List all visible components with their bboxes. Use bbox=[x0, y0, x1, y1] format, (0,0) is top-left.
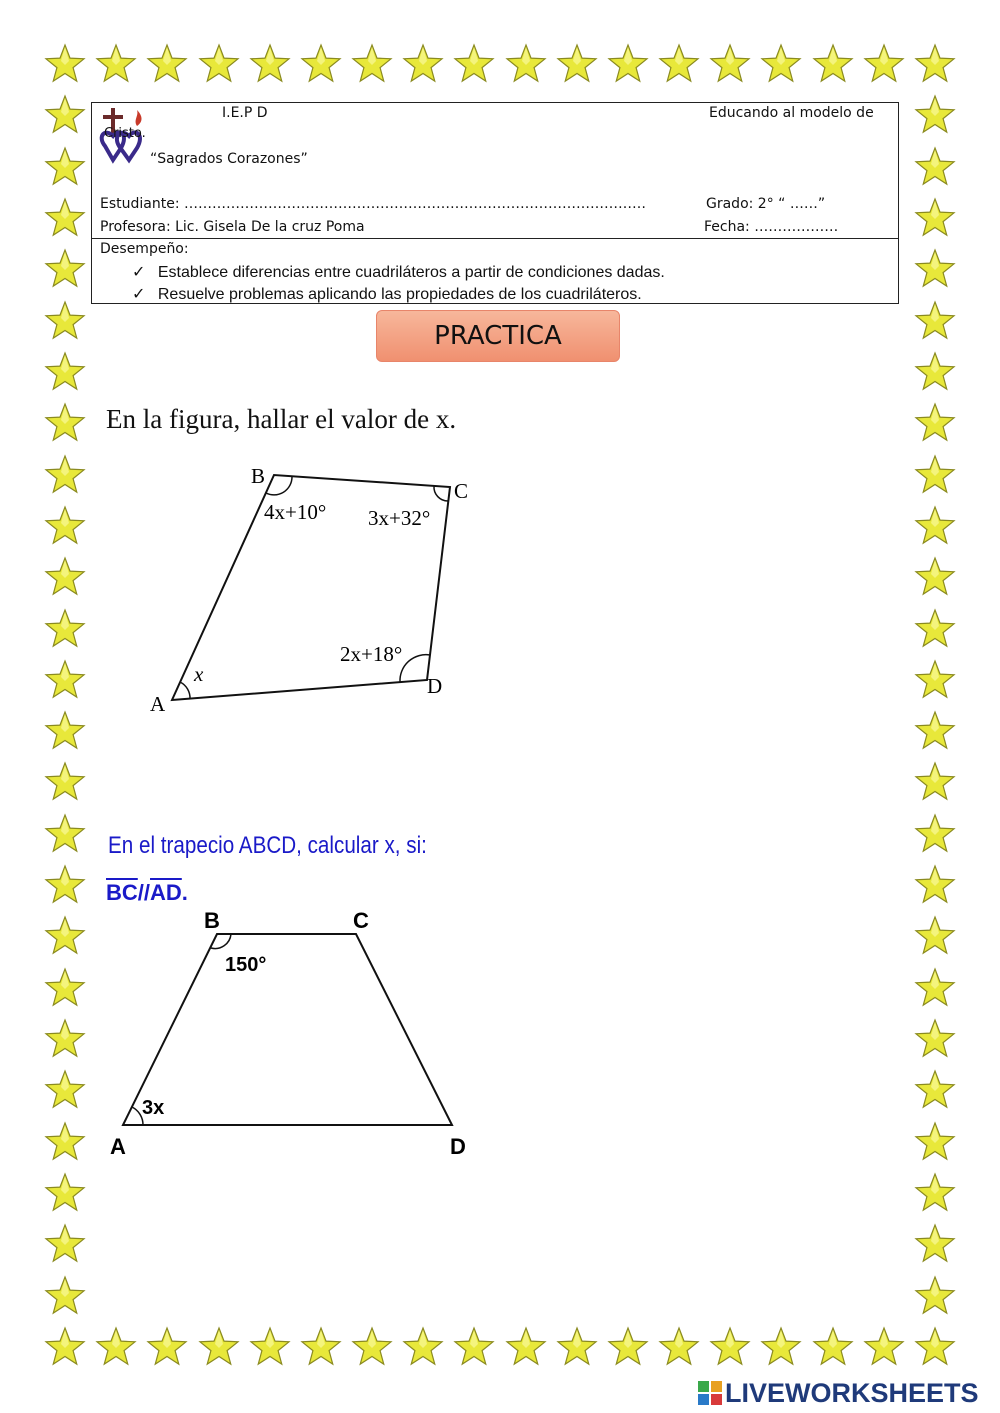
angle-arc-a bbox=[180, 682, 190, 699]
star-icon bbox=[401, 43, 445, 87]
star-icon bbox=[401, 1326, 445, 1370]
star-icon bbox=[43, 351, 87, 395]
angle-arc-c bbox=[434, 486, 448, 501]
star-icon bbox=[43, 402, 87, 446]
star-icon bbox=[43, 94, 87, 138]
angle-label-c: 3x+32° bbox=[368, 506, 431, 530]
teacher-label: Profesora: Lic. Gisela De la cruz Poma bbox=[100, 219, 365, 235]
angle-label-d: 2x+18° bbox=[340, 642, 403, 666]
angle-label-b2: 150° bbox=[225, 954, 267, 976]
star-icon bbox=[350, 1326, 394, 1370]
school-motto: Educando al modelo de bbox=[709, 105, 874, 121]
star-icon bbox=[350, 43, 394, 87]
vertex-label-d2: D bbox=[450, 1134, 466, 1159]
practice-title: PRACTICA bbox=[376, 310, 620, 362]
angle-label-a2: 3x bbox=[142, 1097, 165, 1119]
star-icon bbox=[913, 1172, 957, 1216]
segment-bc: $\overline{BC}$ bbox=[106, 880, 138, 905]
performance-item-text: Resuelve problemas aplicando las propiedades de los cuadriláteros. bbox=[157, 286, 642, 303]
star-icon bbox=[913, 915, 957, 959]
star-icon bbox=[913, 1018, 957, 1062]
star-icon bbox=[197, 1326, 241, 1370]
problem2-figure bbox=[100, 900, 480, 1170]
school-motto-continued: Cristo. bbox=[104, 126, 146, 141]
star-icon bbox=[43, 864, 87, 908]
star-icon bbox=[913, 505, 957, 549]
vertex-label-b: B bbox=[251, 464, 266, 488]
star-icon bbox=[657, 1326, 701, 1370]
star-icon bbox=[708, 1326, 752, 1370]
star-icon bbox=[913, 146, 957, 190]
star-icon bbox=[606, 43, 650, 87]
star-icon bbox=[197, 43, 241, 87]
liveworksheets-brand: LIVEWORKSHEETS bbox=[725, 1377, 979, 1408]
angle-label-b: 4x+10° bbox=[264, 500, 327, 524]
header-divider bbox=[92, 238, 898, 239]
star-icon bbox=[43, 1326, 87, 1370]
angle-label-a: x bbox=[194, 662, 204, 686]
star-icon bbox=[43, 967, 87, 1011]
star-icon bbox=[452, 43, 496, 87]
star-icon bbox=[913, 864, 957, 908]
vertex-label-a: A bbox=[150, 692, 166, 716]
star-icon bbox=[43, 1121, 87, 1165]
star-icon bbox=[913, 300, 957, 344]
star-icon bbox=[913, 1275, 957, 1319]
problem2-statement: En el trapecio ABCD, calcular x, si: bbox=[108, 832, 427, 859]
liveworksheets-icon bbox=[698, 1381, 722, 1405]
star-icon bbox=[913, 351, 957, 395]
star-icon bbox=[43, 146, 87, 190]
star-icon bbox=[555, 1326, 599, 1370]
star-icon bbox=[43, 1275, 87, 1319]
star-icon bbox=[43, 608, 87, 652]
star-icon bbox=[913, 94, 957, 138]
school-name: “Sagrados Corazones” bbox=[150, 151, 308, 167]
star-icon bbox=[555, 43, 599, 87]
star-icon bbox=[299, 1326, 343, 1370]
star-icon bbox=[759, 43, 803, 87]
star-icon bbox=[913, 454, 957, 498]
star-icon bbox=[94, 1326, 138, 1370]
star-icon bbox=[862, 43, 906, 87]
vertex-label-b2: B bbox=[204, 908, 220, 933]
star-icon bbox=[43, 915, 87, 959]
star-icon bbox=[913, 967, 957, 1011]
star-icon bbox=[145, 43, 189, 87]
star-icon bbox=[913, 710, 957, 754]
star-icon bbox=[43, 556, 87, 600]
performance-title: Desempeño: bbox=[100, 241, 189, 257]
star-icon bbox=[145, 1326, 189, 1370]
star-icon bbox=[913, 43, 957, 87]
star-icon bbox=[248, 1326, 292, 1370]
star-icon bbox=[43, 1172, 87, 1216]
star-icon bbox=[43, 43, 87, 87]
star-icon bbox=[913, 1069, 957, 1113]
star-icon bbox=[913, 761, 957, 805]
performance-item bbox=[132, 262, 665, 282]
date-field[interactable]: Fecha: ……………… bbox=[704, 219, 839, 235]
star-icon bbox=[913, 608, 957, 652]
star-icon bbox=[43, 454, 87, 498]
star-icon bbox=[811, 43, 855, 87]
star-icon bbox=[606, 1326, 650, 1370]
problem1-figure bbox=[140, 455, 480, 725]
check-icon: ✓ bbox=[132, 264, 146, 281]
vertex-label-c2: C bbox=[353, 908, 369, 933]
star-icon bbox=[43, 1223, 87, 1267]
star-icon bbox=[913, 1223, 957, 1267]
segment-ad: $\overline{AD}$ bbox=[150, 880, 182, 905]
star-icon bbox=[708, 43, 752, 87]
star-icon bbox=[913, 1121, 957, 1165]
star-icon bbox=[43, 710, 87, 754]
star-icon bbox=[43, 505, 87, 549]
check-icon: ✓ bbox=[132, 286, 146, 303]
vertex-label-a2: A bbox=[110, 1134, 126, 1159]
star-icon bbox=[43, 1018, 87, 1062]
vertex-label-c: C bbox=[454, 479, 469, 503]
star-icon bbox=[43, 813, 87, 857]
condition-end: . bbox=[181, 880, 188, 905]
star-icon bbox=[504, 43, 548, 87]
star-icon bbox=[43, 761, 87, 805]
star-icon bbox=[657, 43, 701, 87]
performance-item bbox=[132, 284, 642, 304]
star-icon bbox=[913, 813, 957, 857]
star-icon bbox=[452, 1326, 496, 1370]
performance-item-text: Establece diferencias entre cuadriláteros a partir de condiciones dadas. bbox=[157, 264, 665, 281]
star-icon bbox=[248, 43, 292, 87]
star-icon bbox=[94, 43, 138, 87]
star-icon bbox=[299, 43, 343, 87]
trapezoid-abcd bbox=[123, 934, 452, 1125]
problem1-statement: En la figura, hallar el valor de x. bbox=[106, 404, 457, 434]
star-icon bbox=[504, 1326, 548, 1370]
parallel-symbol: // bbox=[137, 880, 151, 905]
star-icon bbox=[43, 300, 87, 344]
vertex-label-d: D bbox=[427, 674, 443, 698]
student-field[interactable]: Estudiante: ……………………………………………………………………………………… bbox=[100, 196, 646, 212]
school-acronym: I.E.P D bbox=[222, 105, 268, 121]
star-icon bbox=[811, 1326, 855, 1370]
grade-field[interactable]: Grado: 2° “ ……” bbox=[706, 196, 826, 212]
angle-arc-d bbox=[400, 655, 430, 682]
star-icon bbox=[913, 1326, 957, 1370]
star-icon bbox=[43, 248, 87, 292]
star-icon bbox=[43, 1069, 87, 1113]
star-icon bbox=[43, 197, 87, 241]
star-icon bbox=[862, 1326, 906, 1370]
star-icon bbox=[43, 659, 87, 703]
star-icon bbox=[913, 248, 957, 292]
star-icon bbox=[913, 197, 957, 241]
star-icon bbox=[913, 659, 957, 703]
star-icon bbox=[759, 1326, 803, 1370]
star-icon bbox=[913, 402, 957, 446]
liveworksheets-logo[interactable] bbox=[698, 1378, 979, 1408]
star-icon bbox=[913, 556, 957, 600]
